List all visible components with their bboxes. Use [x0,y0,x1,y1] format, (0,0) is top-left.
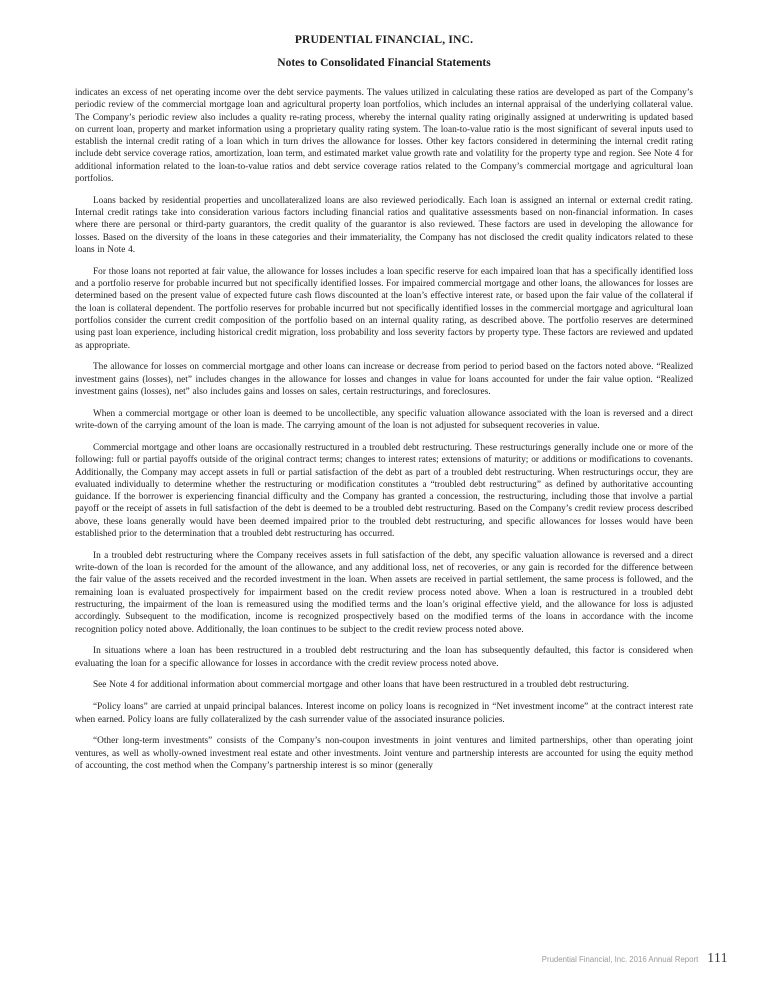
paragraph-allowance-for-losses: For those loans not reported at fair value, the allowance for losses includes a loan specific reserve for each impaired loan that has a specifically identified loss and a portfolio reserve for probable incurred but not specifically identified losses. For impaired commercial mortgage and other loans, the allowances for losses are determined based on the present value of expected future cash flows discounted at the loan’s effective interest rate, or based upon the fair value of the collateral if the loan is collateral dependent. The portfolio reserves for probable incurred but not specifically identified losses in the commercial mortgage and agricultural loan portfolios consider the current credit composition of the portfolio based on an internal quality rating, as described above. The portfolio reserves are determined using past loan experience, including historical credit migration, loss probability and loss severity factors by property type. These factors are reviewed and updated as appropriate. [75,266,693,351]
footer-report-label: Prudential Financial, Inc. 2016 Annual Report [541,955,699,964]
footer-page-number: 111 [707,950,728,965]
paragraph-troubled-debt-restructuring: Commercial mortgage and other loans are occasionally restructured in a troubled debt restructuring. These restructurings generally include one or more of the following: full or partial payoffs outside of the original contract terms; changes to interest rates; extensions of maturity; or additions or modifications to covenants. Additionally, the Company may accept assets in full or partial satisfaction of the debt as part of a troubled debt restructuring. When restructurings occur, they are evaluated individually to determine whether the restructuring or modification constitutes a “troubled debt restructuring” as defined by authoritative accounting guidance. If the borrower is experiencing financial difficulty and the Company has granted a concession, the restructuring, including those that involve a partial payoff or the receipt of assets in full satisfaction of the debt is deemed to be a troubled debt restructuring. Based on the Company’s credit review process described above, these loans generally would have been deemed impaired prior to the troubled debt restructuring, and specific allowances for losses would have been established prior to the determination that a troubled debt restructuring has occurred. [75,442,693,539]
company-title: PRUDENTIAL FINANCIAL, INC. [294,34,474,46]
document-header [0,34,768,69]
paragraph-tdr-satisfaction-of-debt: In a troubled debt restructuring where the Company receives assets in full satisfaction of the debt, any specific valuation allowance is reversed and a direct write-down of the loan is recorded for the amount of the allowance, and any additional loss, net of recoveries, or any gain is recorded for the difference between the fair value of the assets received and the recorded investment in the loan. When assets are received in partial settlement, the same process is followed, and the remaining loan is evaluated prospectively for impairment based on the credit review process noted above. When a loan is restructured in a troubled debt restructuring, the impairment of the loan is remeasured using the modified terms and the loan’s original effective yield, and the allowance for loss is adjusted accordingly. Subsequent to the modification, income is recognized prospectively based on the modified terms of the loans in accordance with the income recognition policy noted above. Additionally, the loan continues to be subject to the credit review process noted above. [75,550,693,635]
paragraph-other-long-term-investments: “Other long-term investments” consists of the Company’s non-coupon investments in joint ventures and limited partnerships, other than operating joint ventures, as well as wholly-owned investment real estate and other investments. Joint venture and partnership interests are accounted for using the equity method of accounting, the cost method when the Company’s partnership interest is so minor (generally [75,736,693,771]
document-title: Notes to Consolidated Financial Statements [277,57,491,69]
paragraph-credit-ratios-continued: indicates an excess of net operating income over the debt service payments. The values utilized in calculating these ratios are developed as part of the Company’s periodic review of the commercial mortgage loan and agricultural property loan portfolios, which includes an internal appraisal of the underlying collateral value. The Company’s periodic review also includes a quality re-rating process, whereby the internal quality rating originally assigned at underwriting is updated based on current loan, property and market information using a proprietary quality rating system. The loan-to-value ratio is the most significant of several inputs used to establish the internal credit rating of a loan which in turn drives the allowance for losses. Other key factors considered in determining the internal credit rating include debt service coverage ratios, amortization, loan term, and estimated market value growth rate and volatility for the property type and region. See Note 4 for additional information related to the loan-to-value ratios and debt service coverage ratios related to the Company’s commercial mortgage and agricultural loan portfolios. [75,88,693,185]
paragraph-see-note-4: See Note 4 for additional information about commercial mortgage and other loans that have been restructured in a troubled debt restructuring. [93,680,629,691]
paragraph-tdr-default: In situations where a loan has been restructured in a troubled debt restructuring and the loan has subsequently defaulted, this factor is considered when evaluating the loan for a specific allowance for losses in accordance with the credit review process noted above. [75,646,693,669]
paragraph-uncollectible-loans: When a commercial mortgage or other loan is deemed to be uncollectible, any specific valuation allowance associated with the loan is reversed and a direct write-down of the carrying amount of the loan is made. The carrying amount of the loan is not adjusted for subsequent recoveries in value. [75,408,693,432]
paragraph-policy-loans: “Policy loans” are carried at unpaid principal balances. Interest income on policy loans is recognized in “Net investment income” at the contract interest rate when earned. Policy loans are fully collateralized by the cash surrender value of the associated insurance policies. [75,702,693,725]
paragraph-realized-investment-gains: The allowance for losses on commercial mortgage and other loans can increase or decrease from period to period based on the factors noted above. “Realized investment gains (losses), net” includes changes in the allowance for losses and changes in value for loans accounted for under the fair value option. “Realized investment gains (losses), net” also includes gains and losses on sales, certain restructurings, and foreclosures. [75,362,693,398]
paragraph-residential-loans: Loans backed by residential properties and uncollateralized loans are also reviewed periodically. Each loan is assigned an internal or external credit rating. Internal credit ratings take into consideration various factors including financial ratios and qualitative assessments based on non-financial information. In cases where there are personal or third-party guarantors, the credit quality of the guarantor is also reviewed. These factors are used in developing the allowance for losses. Based on the diversity of the loans in these categories and their immateriality, the Company has not disclosed the credit quality indicators related to these loans in Note 4. [75,195,693,256]
document-body [75,87,693,782]
document-footer [542,950,728,966]
